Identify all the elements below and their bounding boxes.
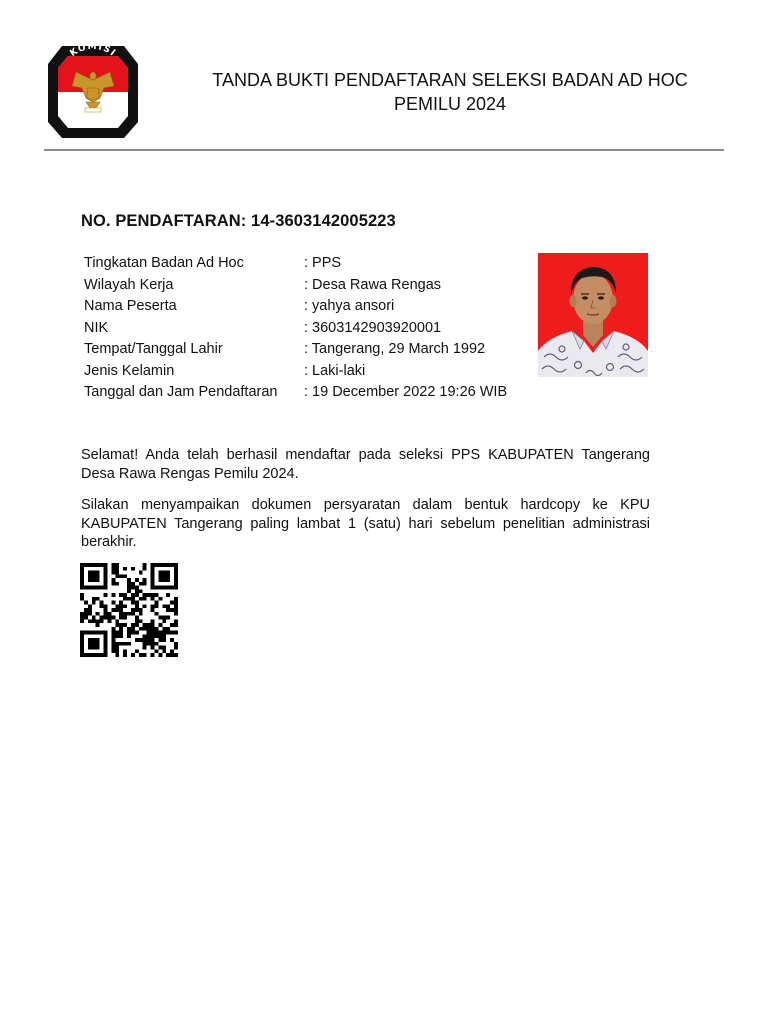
- detail-value: : Tangerang, 29 March 1992: [304, 341, 486, 357]
- detail-value: : 19 December 2022 19:26 WIB: [304, 384, 508, 400]
- document-title: [150, 68, 750, 116]
- registration-number: NO. PENDAFTARAN: 14-3603142005223: [81, 212, 396, 230]
- participant-photo: [538, 253, 648, 377]
- header-divider: [44, 149, 724, 151]
- detail-label: NIK: [84, 319, 109, 336]
- title-line-2: PEMILU 2024: [393, 94, 507, 114]
- detail-label: Nama Peserta: [84, 298, 177, 314]
- detail-value: : PPS: [304, 255, 342, 271]
- detail-value: : Desa Rawa Rengas: [304, 276, 442, 293]
- svg-text:PEMILIHAN UMUM: PEMILIHAN UMUM: [57, 94, 129, 128]
- detail-label: Jenis Kelamin: [84, 362, 175, 379]
- instruction-text: Silakan menyampaikan dokumen persyaratan dalam bentuk hardcopy ke KPU KABUPATEN Tangerang paling lambat 1 (satu) hari sebelum penelitian administrasi berakhir.: [81, 497, 650, 550]
- kpu-logo-icon: [46, 42, 140, 142]
- congratulation-text: Selamat! Anda telah berhasil mendaftar pada seleksi PPS KABUPATEN Tangerang Desa Rawa Rengas Pemilu 2024.: [81, 447, 650, 482]
- detail-label: Tanggal dan Jam Pendaftaran: [84, 384, 278, 400]
- svg-text:KOMISI: KOMISI: [68, 42, 118, 60]
- detail-value: : yahya ansori: [304, 298, 395, 314]
- detail-value: : Laki-laki: [304, 362, 366, 379]
- detail-label: Wilayah Kerja: [84, 276, 174, 293]
- detail-label: Tingkatan Badan Ad Hoc: [84, 255, 244, 271]
- qr-code-icon: [80, 563, 178, 657]
- detail-value: : 3603142903920001: [304, 319, 442, 336]
- detail-label: Tempat/Tanggal Lahir: [84, 341, 223, 357]
- title-line-1: TANDA BUKTI PENDAFTARAN SELEKSI BADAN AD HOC: [212, 70, 688, 90]
